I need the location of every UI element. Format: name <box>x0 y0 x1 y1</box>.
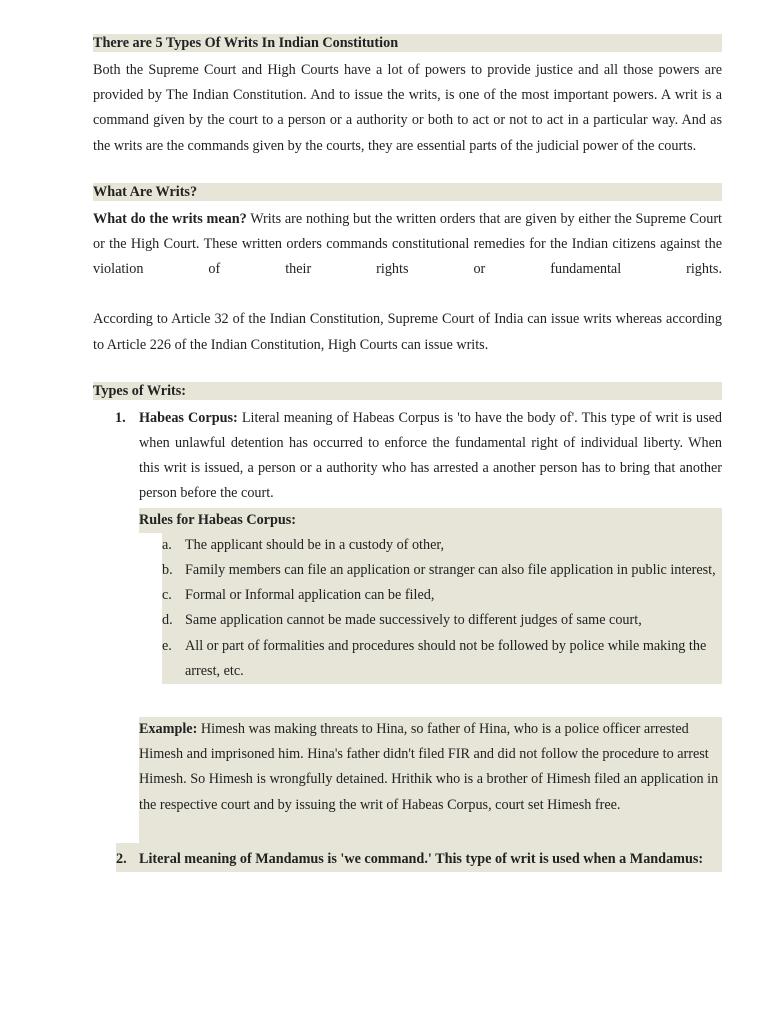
example-label: Example: <box>139 721 198 738</box>
rule-letter: c. <box>162 587 172 604</box>
writs-meaning-paragraph <box>93 207 722 283</box>
section-heading-types-of-writs: There are 5 Types Of Writs In Indian Constitution <box>93 34 722 52</box>
rule-text: Family members can file an application or stranger can also file application in public interest, <box>185 562 716 579</box>
writ-types-list <box>93 406 722 872</box>
rule-item <box>139 558 722 583</box>
item-number: 1. <box>115 409 126 426</box>
rule-text: Same application cannot be made successively to different judges of same court, <box>185 612 642 629</box>
rules-box <box>139 508 722 533</box>
rule-letter: e. <box>162 637 172 654</box>
rule-text: The applicant should be in a custody of other, <box>185 536 445 553</box>
rule-text: All or part of formalities and procedures should not be followed by police while making the arrest, etc. <box>185 637 707 679</box>
habeas-corpus-title: Habeas Corpus: <box>139 409 238 426</box>
rule-item <box>139 583 722 608</box>
rules-list-box <box>162 533 722 684</box>
writ-item-mandamus <box>116 843 722 872</box>
rule-item <box>139 608 722 633</box>
rules-title: Rules for Habeas Corpus: <box>139 511 296 528</box>
rule-item <box>139 634 722 684</box>
example-text: Himesh was making threats to Hina, so father of Hina, who is a police officer arrested Himesh and imprisoned him. Hina's father didn't filed FIR and did not follow the procedure to arrest Himesh. So Himesh is wrongfully detained. Hrithik who is a brother of Himesh filed an application in the respective court and by issuing the writ of Habeas Corpus, court set Himesh free. <box>139 721 719 813</box>
mandamus-text: Literal meaning of Mandamus is 'we command.' This type of writ is used when a Mandamus: <box>139 850 704 867</box>
document-page <box>93 34 722 872</box>
article-paragraph: According to Article 32 of the Indian Constitution, Supreme Court of India can issue writs whereas according to Article 226 of the Indian Constitution, High Courts can issue writs. <box>93 311 722 353</box>
example-paragraph <box>139 717 722 818</box>
section-heading-types-list: Types of Writs: <box>93 382 722 400</box>
writs-meaning-lead: What do the writs mean? <box>93 210 247 227</box>
writ-item-habeas-corpus <box>93 406 722 843</box>
rule-item <box>139 533 722 558</box>
section-heading-what-are-writs: What Are Writs? <box>93 183 722 201</box>
rule-letter: d. <box>162 612 173 629</box>
item-number: 2. <box>116 850 127 867</box>
habeas-corpus-text <box>139 406 722 507</box>
example-box <box>139 717 722 843</box>
habeas-corpus-description: Literal meaning of Habeas Corpus is 'to have the body of'. This type of writ is used when unlawful detention has occurred to enforce the fundamental right of individual liberty. When this writ is issued, a person or a authority who has arrested a another person has to bring that another person before the court. <box>139 409 722 502</box>
rule-text: Formal or Informal application can be filed, <box>185 587 435 604</box>
rule-letter: b. <box>162 562 173 579</box>
rule-letter: a. <box>162 536 172 553</box>
rules-list <box>139 533 722 684</box>
writs-meaning-text: Writs are nothing but the written orders that are given by either the Supreme Court or the High Court. These written orders commands constitutional remedies for the Indian citizens against the violation of their rights or fundamental rights. <box>93 210 723 278</box>
intro-paragraph: Both the Supreme Court and High Courts have a lot of powers to provide justice and all those powers are provided by The Indian Constitution. And to issue the writs, is one of the most important powers. A writ is a command given by the court to a person or a authority or both to act or not to act in a particular way. And as the writs are the commands given by the courts, they are essential parts of the judicial power of the courts. <box>93 62 722 154</box>
